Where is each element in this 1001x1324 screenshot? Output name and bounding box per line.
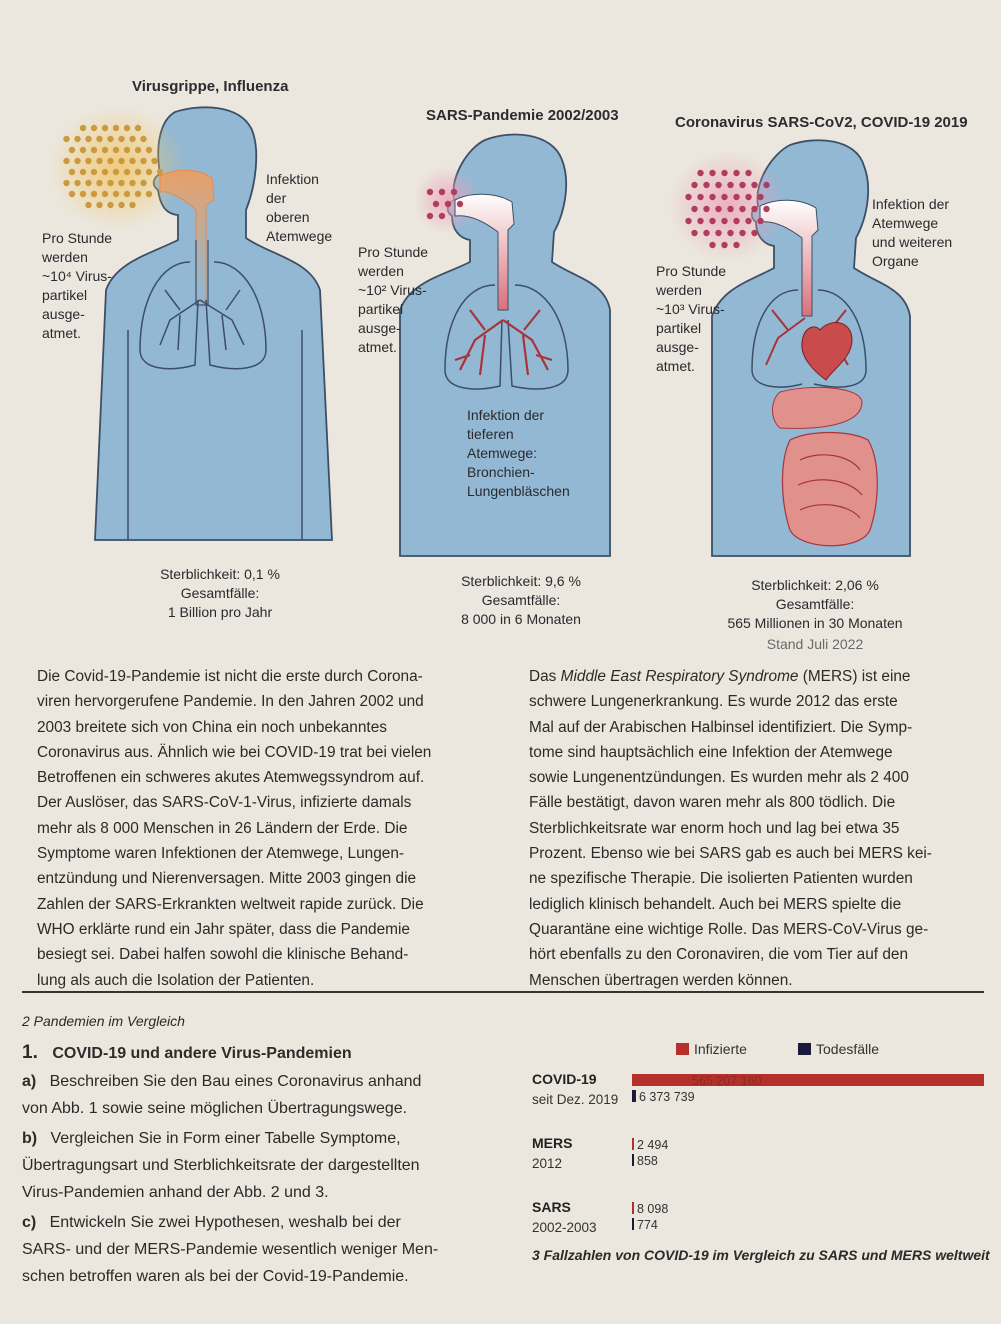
virus-particle [157, 169, 163, 175]
virus-particle [739, 206, 745, 212]
figure-caption-3: 3 Fallzahlen von COVID-19 im Vergleich zu SARS und MERS weltweit [532, 1247, 990, 1263]
virus-particle [74, 136, 80, 142]
virus-particle [129, 202, 135, 208]
virus-particle [439, 189, 445, 195]
virus-particle [74, 180, 80, 186]
virus-particle [703, 182, 709, 188]
virus-particle [451, 189, 457, 195]
virus-particle [107, 136, 113, 142]
virus-particle [63, 136, 69, 142]
stats-influenza: Sterblichkeit: 0,1 % Gesamtfälle: 1 Billion pro Jahr [160, 566, 280, 620]
virus-particle [69, 169, 75, 175]
virus-particle [85, 202, 91, 208]
bar-deaths [632, 1154, 634, 1166]
category-name: COVID-19 [532, 1071, 597, 1087]
virus-particle [733, 194, 739, 200]
virus-particle [751, 206, 757, 212]
virus-particle [709, 218, 715, 224]
virus-particle [703, 230, 709, 236]
virus-particle [80, 191, 86, 197]
virus-particle [691, 230, 697, 236]
virus-particle [721, 194, 727, 200]
category-period: 2012 [532, 1156, 563, 1171]
virus-particle [135, 191, 141, 197]
virus-particle [697, 194, 703, 200]
virus-particle [757, 194, 763, 200]
virus-particle [745, 218, 751, 224]
virus-particle [80, 147, 86, 153]
figure-caption-2: 2 Pandemien im Vergleich [22, 1013, 185, 1029]
virus-particle [107, 158, 113, 164]
virus-particle [91, 191, 97, 197]
virus-particle [85, 180, 91, 186]
category-period: 2002-2003 [532, 1220, 597, 1235]
virus-particle [91, 169, 97, 175]
bar-value-label: 8 098 [637, 1202, 669, 1216]
bar-value-label: 774 [637, 1218, 658, 1232]
virus-particle [439, 213, 445, 219]
virus-particle [107, 202, 113, 208]
virus-particle [96, 158, 102, 164]
virus-particle [745, 194, 751, 200]
virus-particle [140, 158, 146, 164]
bar-infected [632, 1138, 634, 1150]
virus-particle [80, 125, 86, 131]
virus-particle [140, 180, 146, 186]
virus-particle [146, 191, 152, 197]
infection-label-covid: Infektion der Atemwege und weiteren Organe [872, 196, 953, 269]
virus-particle [63, 180, 69, 186]
bar-infected [632, 1074, 984, 1086]
bar-value-label: 565 207 160 [692, 1074, 762, 1088]
virus-particle [118, 202, 124, 208]
virus-particle [709, 194, 715, 200]
virus-particle [113, 169, 119, 175]
bar-value-label: 6 373 739 [638, 1090, 695, 1104]
stats-covid: Sterblichkeit: 2,06 % Gesamtfälle: 565 Millionen in 30 Monaten [727, 577, 903, 631]
virus-particle [135, 147, 141, 153]
virus-particle [751, 182, 757, 188]
virus-particle [85, 136, 91, 142]
virus-particle [697, 218, 703, 224]
virus-particle [457, 201, 463, 207]
virus-particle [727, 206, 733, 212]
virus-particle [140, 136, 146, 142]
virus-particle [96, 136, 102, 142]
virus-particle [427, 189, 433, 195]
virus-particle [739, 230, 745, 236]
virus-particle [102, 169, 108, 175]
virus-particle [129, 180, 135, 186]
virus-particle [733, 242, 739, 248]
task-items: a) Beschreiben Sie den Bau eines Coronavirus anhand von Abb. 1 sowie seine möglichen Übertragungswege. b) Vergleichen Sie in Form einer Tabelle Symptome, Übertragungsart und Sterblichkeitsrate der dargestellten Virus-Pandemien anhand der Abb. 2 und 3. c) Entwickeln Sie zwei Hypothesen, weshalb bei der SARS- und der MERS-Pandemie wesentlich weniger Men- schen betroffen waren als bei der Covid-19-Pandemie. [22, 1073, 439, 1285]
virus-particle [445, 201, 451, 207]
virus-particle [102, 125, 108, 131]
virus-particle [124, 125, 130, 131]
category-name: SARS [532, 1199, 571, 1215]
virus-particle [763, 206, 769, 212]
virus-particle [129, 158, 135, 164]
virus-particle [763, 182, 769, 188]
virus-particle [146, 169, 152, 175]
virus-particle [146, 147, 152, 153]
emission-label-sars: Pro Stunde werden ~10² Virus- partikel ausge- atmet. [358, 244, 429, 355]
legend-swatch-deaths [798, 1043, 811, 1055]
text-column-right: Das Middle East Respiratory Syndrome (MERS) ist eine schwere Lungenerkrankung. Es wurde 2012 das erste Mal auf der Arabischen Halbinsel identifiziert. Die Symp- tome sind hauptsächlich eine Infektion der Atemwege sowie Lungenentzündungen. Es wurden mehr als 2 400 Fälle bestätigt, davon waren mehr als 800 tödlich. Die Sterblichkeitsrate war enorm hoch und lag bei etwa 35 Prozent. Ebenso wie bei SARS gab es auch bei MERS kei- ne spezifische Therapie. Die isolierten Patienten wurden lediglich klinisch behandelt. Auch bei MERS spielte die Quarantäne eine wichtige Rolle. Das MERS-CoV-Virus ge- hört ebenfalls zu den Coronaviren, die vom Tier auf den Menschen übertragen werden können. [529, 668, 932, 989]
virus-particle [118, 158, 124, 164]
virus-particle [118, 180, 124, 186]
virus-particle [709, 242, 715, 248]
infection-label-influenza: Infektion der oberen Atemwege [266, 171, 333, 244]
virus-particle [703, 206, 709, 212]
virus-particle [691, 182, 697, 188]
stats-sars: Sterblichkeit: 9,6 % Gesamtfälle: 8 000 in 6 Monaten [461, 573, 581, 627]
virus-particle [745, 170, 751, 176]
virus-particle [715, 230, 721, 236]
virus-particle [427, 213, 433, 219]
virus-particle [124, 147, 130, 153]
bar-value-label: 858 [637, 1154, 658, 1168]
virus-particle [113, 147, 119, 153]
virus-particle [685, 218, 691, 224]
panel-title-influenza: Virusgrippe, Influenza [132, 78, 289, 95]
virus-particle [124, 169, 130, 175]
virus-particle [129, 136, 135, 142]
virus-particle [96, 180, 102, 186]
bar-deaths [632, 1090, 636, 1102]
virus-particle [96, 202, 102, 208]
bar-value-label: 2 494 [637, 1138, 669, 1152]
virus-particle [85, 158, 91, 164]
virus-particle [715, 182, 721, 188]
virus-particle [124, 191, 130, 197]
case-numbers-chart [0, 1030, 1001, 1250]
virus-particle [727, 182, 733, 188]
virus-particle [721, 218, 727, 224]
category-name: MERS [532, 1135, 573, 1151]
virus-particle [102, 191, 108, 197]
virus-particle [91, 147, 97, 153]
virus-particle [69, 191, 75, 197]
bar-infected [632, 1202, 634, 1214]
task-number: 1. [22, 1042, 38, 1063]
stand-date: Stand Juli 2022 [766, 636, 864, 652]
virus-particle [113, 191, 119, 197]
emission-label-influenza: Pro Stunde werden ~10⁴ Virus- partikel ausge- atmet. [42, 230, 113, 341]
virus-particle [721, 170, 727, 176]
virus-particle [715, 206, 721, 212]
bar-deaths [632, 1218, 634, 1230]
virus-particle [63, 158, 69, 164]
virus-particle [733, 218, 739, 224]
virus-particle [135, 125, 141, 131]
virus-particle [69, 147, 75, 153]
virus-particle [733, 170, 739, 176]
virus-particle [91, 125, 97, 131]
category-period: seit Dez. 2019 [532, 1092, 619, 1107]
panel-title-sars: SARS-Pandemie 2002/2003 [426, 107, 619, 124]
text-column-left: Die Covid-19-Pandemie ist nicht die erste durch Corona- viren hervorgerufene Pandemie. In den Jahren 2002 und 2003 breitete sich von China ein noch unbekanntes Coronavirus aus. Ähnlich wie bei COVID-19 trat bei vielen Betroffenen ein schweres akutes Atemwegssyndrom auf. Der Auslöser, das SARS-CoV-1-Virus, infizierte damals mehr als 8 000 Menschen in 26 Ländern der Erde. Die Symptome waren Infektionen der Atemwege, Lungen- entzündung und Nierenversagen. Mitte 2003 gingen die Zahlen der SARS-Erkrankten weltweit rapide zurück. Die WHO erklärte rund ein Jahr später, dass die Pandemie besiegt sei. Dabei halfen sowohl die klinische Behand- lung als auch die Isolation der Patienten. [37, 668, 432, 989]
legend-label: Todesfälle [816, 1041, 880, 1057]
virus-particle [697, 170, 703, 176]
virus-particle [433, 201, 439, 207]
legend-label: Infizierte [694, 1041, 747, 1057]
virus-particle [107, 180, 113, 186]
virus-particles [0, 0, 1001, 660]
virus-particle [721, 242, 727, 248]
virus-particle [74, 158, 80, 164]
virus-particle [709, 170, 715, 176]
virus-particle [727, 230, 733, 236]
emission-label-covid: Pro Stunde werden ~10³ Virus- partikel ausge- atmet. [656, 263, 727, 374]
virus-particle [80, 169, 86, 175]
virus-particle [757, 218, 763, 224]
infection-label-sars: Infektion der tieferen Atemwege: Bronchien- Lungenbläschen [467, 407, 570, 499]
divider-rule [22, 991, 984, 993]
virus-particle [135, 169, 141, 175]
virus-particle [151, 158, 157, 164]
virus-particle [691, 206, 697, 212]
virus-particle [113, 125, 119, 131]
virus-particle [102, 147, 108, 153]
virus-particle [751, 230, 757, 236]
virus-particle [685, 194, 691, 200]
legend-swatch-infected [676, 1043, 689, 1055]
virus-particle [739, 182, 745, 188]
virus-particle [118, 136, 124, 142]
task-title: COVID-19 und andere Virus-Pandemien [52, 1045, 352, 1062]
panel-title-covid: Coronavirus SARS-CoV2, COVID-19 2019 [675, 114, 968, 131]
